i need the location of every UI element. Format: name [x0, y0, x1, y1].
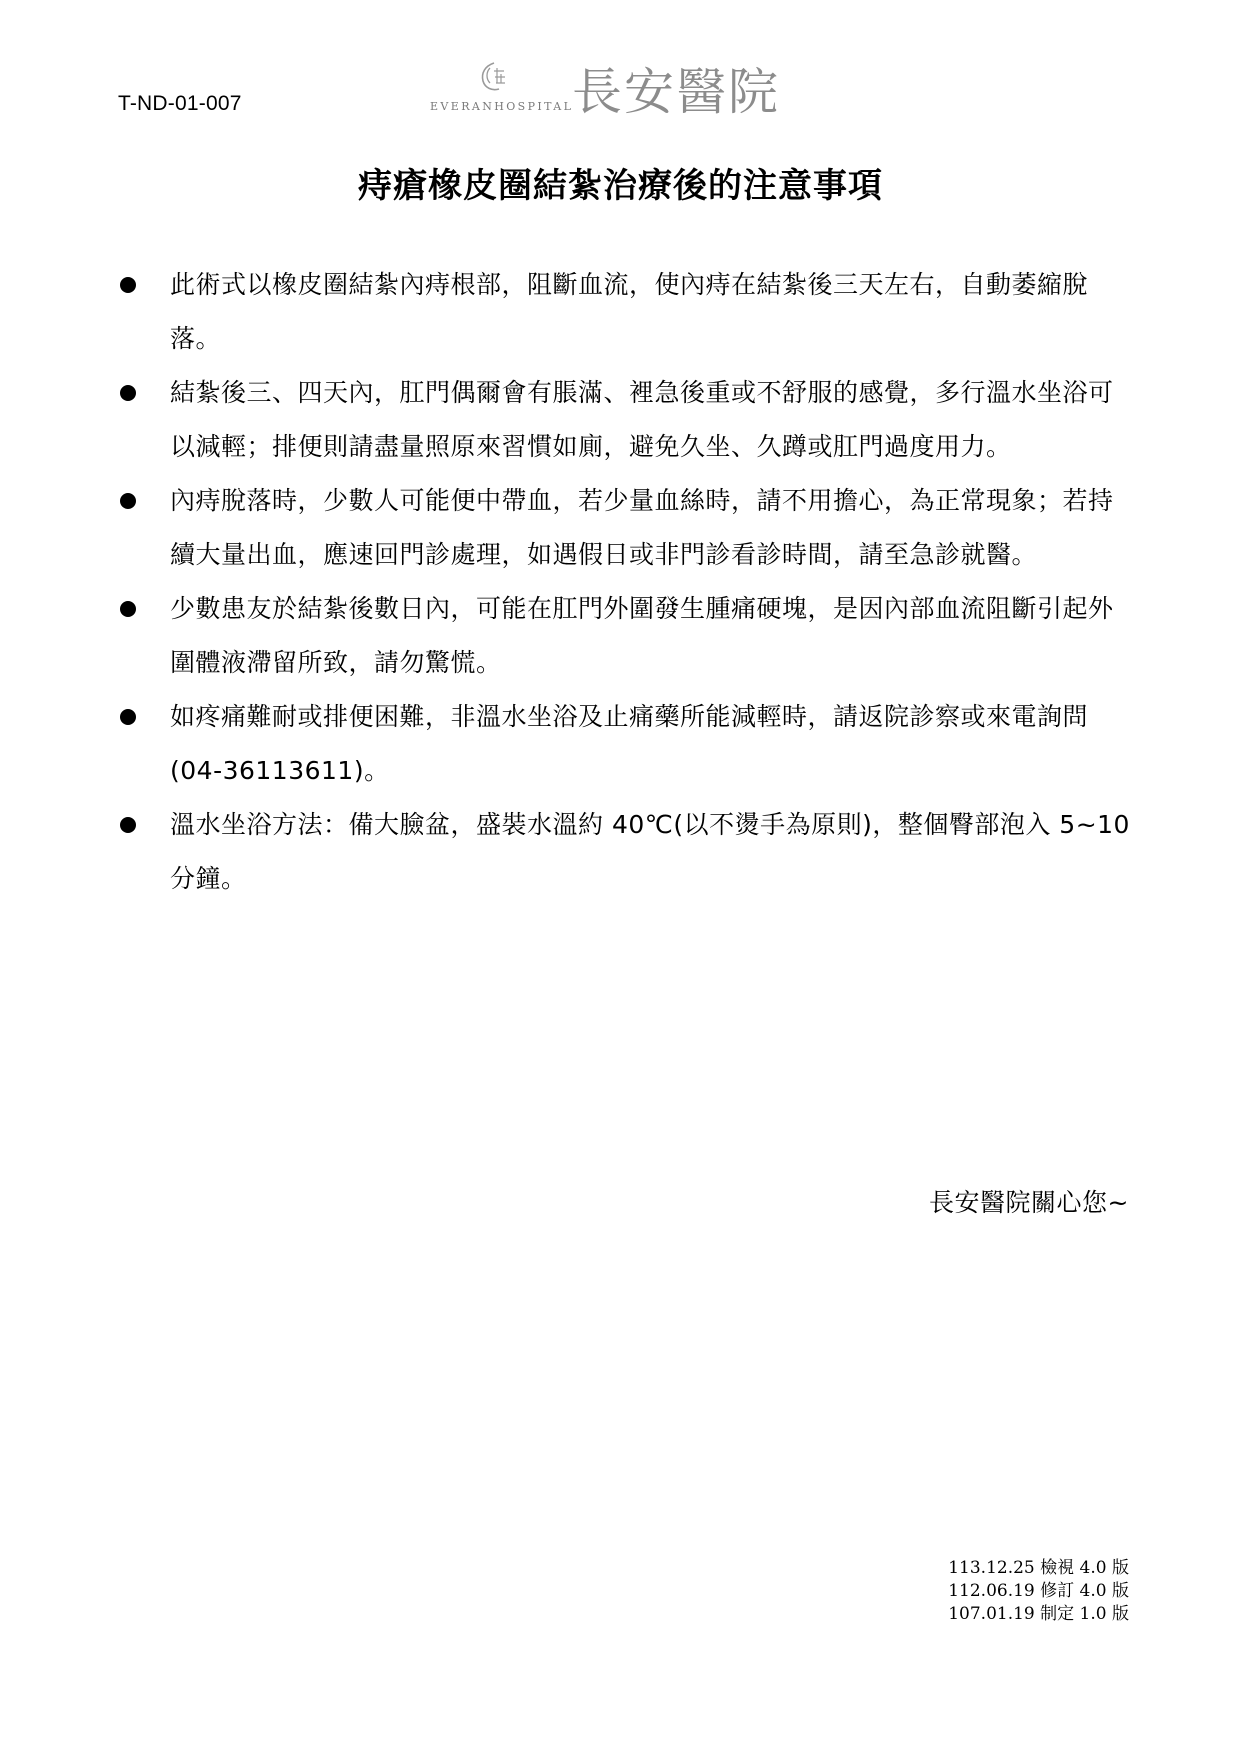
bullet-icon — [120, 385, 136, 401]
logo-chinese-text: 長安醫院 — [572, 63, 780, 121]
list-item — [120, 582, 1130, 690]
logo-english-text: EVERANHOSPITAL — [430, 100, 574, 113]
version-history — [948, 1557, 1129, 1626]
bullet-icon — [120, 817, 136, 833]
list-item — [120, 258, 1130, 366]
page-title: 痔瘡橡皮圈結紮治療後的注意事項 — [358, 166, 883, 206]
list-item-text: 結紮後三、四天內，肛門偶爾會有脹滿、裡急後重或不舒服的感覺，多行溫水坐浴可以減輕；排便則請盡量照原來習慣如廁，避免久坐、久蹲或肛門過度用力。 — [170, 378, 1114, 461]
list-item-text: 少數患友於結紮後數日內，可能在肛門外圍發生腫痛硬塊，是因內部血流阻斷引起外圍體液滯留所致，請勿驚慌。 — [170, 594, 1114, 677]
closing-message: 長安醫院關心您~ — [929, 1188, 1129, 1217]
document-code: T-ND-01-007 — [118, 92, 242, 115]
hospital-emblem-icon — [477, 60, 511, 94]
list-item — [120, 474, 1130, 582]
bullet-icon — [120, 601, 136, 617]
list-item — [120, 798, 1130, 906]
version-line: 107.01.19 制定 1.0 版 — [948, 1604, 1129, 1624]
bullet-icon — [120, 493, 136, 509]
bullet-icon — [120, 277, 136, 293]
list-item-text: 內痔脫落時，少數人可能便中帶血，若少量血絲時，請不用擔心，為正常現象；若持續大量出血，應速回門診處理，如遇假日或非門診看診時間，請至急診就醫。 — [170, 486, 1114, 569]
list-item-text: 如疼痛難耐或排便困難，非溫水坐浴及止痛藥所能減輕時，請返院診察或來電詢問(04-36113611)。 — [170, 702, 1089, 785]
hospital-logo — [430, 56, 850, 122]
version-line: 113.12.25 檢視 4.0 版 — [948, 1558, 1129, 1578]
bullet-icon — [120, 709, 136, 725]
instruction-list — [120, 258, 1130, 906]
list-item — [120, 690, 1130, 798]
list-item-text: 溫水坐浴方法：備大臉盆，盛裝水溫約 40℃(以不燙手為原則)，整個臀部泡入 5~10 分鐘。 — [170, 810, 1130, 893]
list-item — [120, 366, 1130, 474]
version-line: 112.06.19 修訂 4.0 版 — [948, 1581, 1129, 1601]
list-item-text: 此術式以橡皮圈結紮內痔根部，阻斷血流，使內痔在結紮後三天左右，自動萎縮脫落。 — [170, 270, 1089, 353]
